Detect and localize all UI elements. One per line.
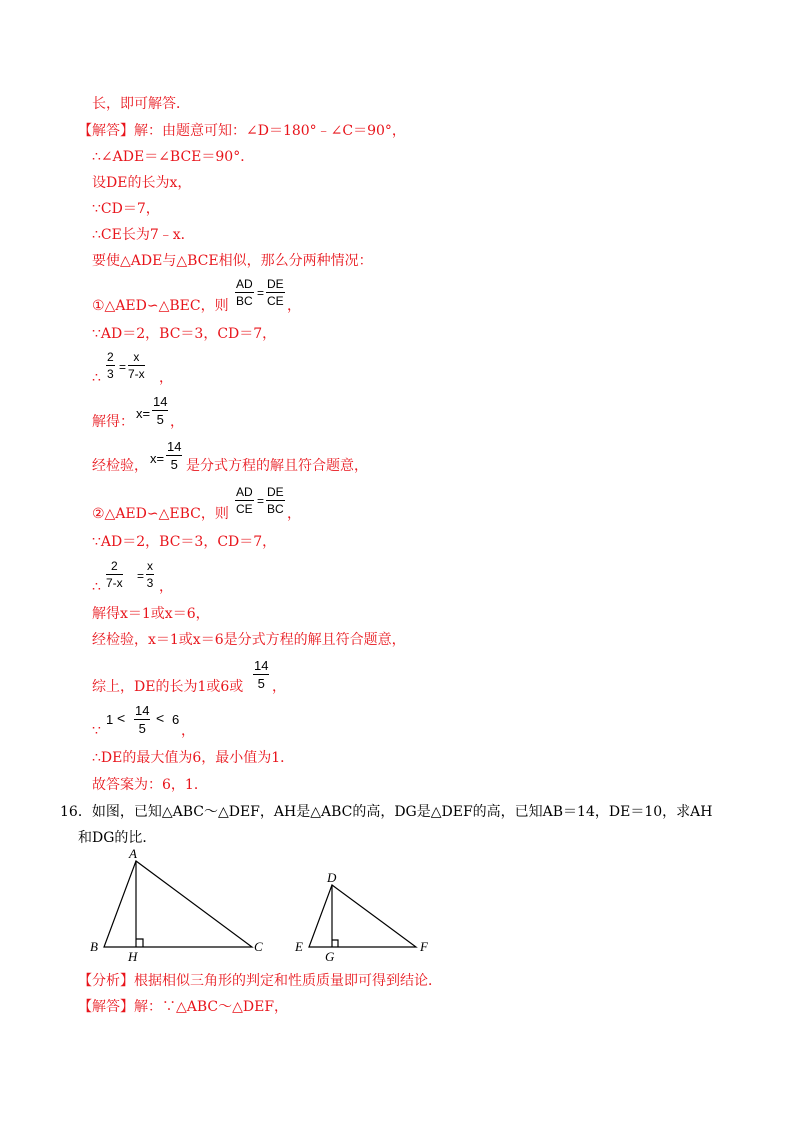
denominator: CE [236, 502, 253, 516]
denominator: BC [267, 502, 284, 516]
line-1: 长，即可解答． [92, 96, 190, 112]
comma: ， [159, 579, 173, 595]
fraction-14-5 [152, 395, 168, 426]
question-16-line-1: 16．如图，已知△ABC～△DEF，AH是△ABC的高，DG是△DEF的高，已知AB＝14，DE＝10，求AH [60, 804, 713, 820]
fraction-x-7x [128, 351, 145, 380]
line-3: ∴∠ADE＝∠BCE＝90°． [92, 149, 255, 165]
triangle-def [309, 885, 416, 947]
numerator: DE [267, 277, 284, 291]
numerator: x [128, 351, 145, 366]
analysis-tag: 【分析】 [78, 973, 134, 989]
question-16-line-2: 和DG的比． [78, 830, 157, 846]
numerator: 14 [135, 703, 150, 718]
line-17: 经检验，x＝1或x＝6是分式方程的解且符合题意， [92, 632, 406, 648]
fraction-ad-bc [235, 278, 254, 307]
denominator: 7-x [106, 576, 123, 590]
numerator: x [147, 559, 153, 573]
right-angle-mark-g [332, 940, 338, 947]
comma: ， [287, 506, 301, 522]
less-than-sign: < [156, 710, 165, 726]
denominator: 5 [138, 721, 146, 736]
inequality-6: 6 [172, 712, 180, 727]
numerator: DE [267, 485, 284, 499]
numerator: 2 [107, 350, 114, 364]
label-g: G [325, 949, 335, 963]
x-equals: x= [150, 451, 165, 466]
denominator: BC [236, 294, 253, 308]
numerator: 14 [153, 394, 168, 409]
less-than-sign: < [117, 710, 126, 726]
equals-sign: = [119, 360, 127, 374]
fraction-14-5 [134, 704, 150, 735]
line-11: 解得： [92, 414, 134, 430]
denominator: 7-x [128, 367, 145, 381]
triangle-abc-outline [104, 861, 252, 947]
line-9: ∵AD＝2，BC＝3，CD＝7， [92, 326, 277, 342]
line-14: ∵AD＝2，BC＝3，CD＝7， [92, 534, 277, 550]
line-12 [92, 459, 148, 473]
fraction-x-3 [146, 560, 154, 589]
denominator: 5 [257, 676, 265, 691]
line-21: 故答案为：6，1． [92, 777, 208, 793]
line-19: ∵ [92, 723, 101, 739]
line-10: ∴ [92, 370, 101, 386]
label-a: A [129, 846, 137, 861]
fraction-14-5 [253, 659, 269, 690]
line-15: ∴ [92, 579, 101, 595]
line-12-suffix: 是分式方程的解且符合题意， [186, 458, 368, 474]
label-e: E [295, 939, 303, 954]
equals-sign: = [257, 286, 265, 300]
line-18: 综上，DE的长为1或6或 [92, 679, 244, 695]
fraction-2-3 [106, 351, 115, 380]
line-2 [78, 124, 406, 138]
line-20: ∴DE的最大值为6，最小值为1． [92, 750, 295, 766]
solution-line [78, 1000, 288, 1014]
label-h: H [128, 949, 138, 963]
triangle-abc [104, 861, 252, 947]
denominator: 5 [170, 457, 178, 472]
comma: ， [272, 679, 286, 695]
right-angle-mark-h [136, 939, 143, 947]
line-2-text: 解：由题意可知：∠D＝180°﹣∠C＝90°， [134, 123, 406, 139]
label-c: C [254, 939, 263, 954]
line-7: 要使△ADE与△BCE相似，那么分两种情况： [92, 253, 373, 269]
line-16: 解得x＝1或x＝6， [92, 606, 210, 622]
fraction-de-ce [266, 278, 285, 307]
solution-text: 解：∵△ABC～△DEF， [134, 999, 289, 1015]
numerator: 14 [167, 439, 182, 454]
denominator: CE [267, 294, 284, 308]
x-equals: x= [136, 406, 151, 421]
line-4: 设DE的长为x， [92, 175, 192, 191]
fraction-ad-ce [235, 486, 254, 515]
label-d: D [327, 870, 337, 885]
fraction-14-5 [166, 440, 182, 471]
comma: ， [287, 298, 301, 314]
inequality-1: 1 [106, 712, 114, 727]
triangle-figure [80, 843, 440, 963]
equals-sign: = [137, 569, 145, 583]
line-8: ①△AED∽△BEC，则 [92, 298, 229, 314]
analysis-line [78, 974, 442, 988]
denominator: 3 [146, 576, 154, 590]
numerator: AD [236, 485, 253, 499]
solution-tag: 【解答】 [78, 999, 134, 1015]
equals-sign: = [257, 494, 265, 508]
analysis-text: 根据相似三角形的判定和性质质量即可得到结论． [134, 973, 442, 989]
line-13: ②△AED∽△EBC，则 [92, 506, 229, 522]
answer-tag: 【解答】 [78, 123, 134, 139]
numerator: AD [236, 277, 253, 291]
line-6: ∴CE长为7﹣x． [92, 227, 195, 243]
comma: ， [170, 414, 184, 430]
numerator: 2 [106, 560, 123, 575]
label-b: B [90, 939, 98, 954]
line-12-prefix: 经检验， [92, 458, 148, 474]
label-f: F [420, 939, 428, 954]
line-5: ∵CD＝7， [92, 201, 160, 217]
numerator: 14 [254, 658, 269, 673]
comma: ， [159, 370, 173, 386]
comma: ， [181, 723, 195, 739]
fraction-de-bc [266, 486, 285, 515]
denominator: 5 [156, 412, 164, 427]
triangle-def-outline [309, 885, 416, 947]
denominator: 3 [107, 367, 114, 381]
fraction-2-7x [106, 560, 123, 589]
